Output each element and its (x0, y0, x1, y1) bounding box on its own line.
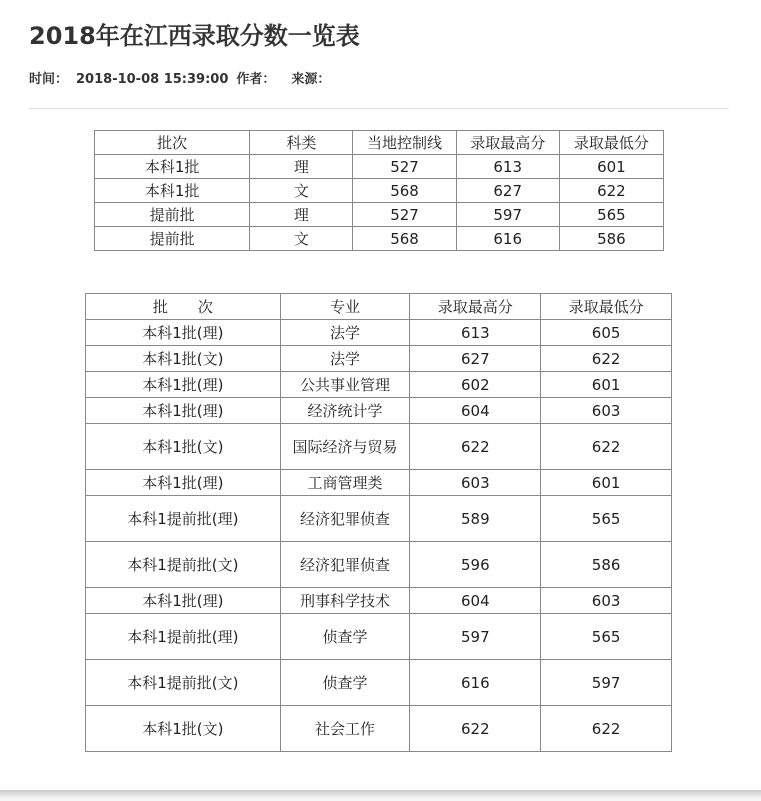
table-cell: 597 (541, 660, 672, 706)
table-cell: 本科1提前批(理) (86, 614, 281, 660)
table-cell: 601 (541, 470, 672, 496)
table-cell: 理 (250, 203, 353, 227)
table-header-row (95, 131, 664, 155)
table-cell: 经济犯罪侦查 (280, 542, 410, 588)
table-cell: 经济犯罪侦查 (280, 496, 410, 542)
time-value: 2018-10-08 15:39:00 (76, 72, 229, 87)
page-bottom-edge (0, 790, 761, 801)
table-cell: 568 (353, 179, 456, 203)
table-cell: 国际经济与贸易 (280, 424, 410, 470)
table-cell: 法学 (280, 346, 410, 372)
table-cell: 627 (410, 346, 541, 372)
table-cell: 586 (541, 542, 672, 588)
table-cell: 622 (559, 179, 663, 203)
table-cell: 文 (250, 179, 353, 203)
table-cell: 613 (456, 155, 559, 179)
table-header-row (86, 294, 672, 320)
table-cell: 586 (559, 227, 663, 251)
header-cell: 批次 (95, 131, 250, 155)
source-label: 来源： (291, 72, 331, 87)
table-cell: 本科1提前批(文) (86, 542, 281, 588)
table-cell: 622 (541, 424, 672, 470)
header-cell: 批 次 (86, 294, 281, 320)
header-cell: 录取最高分 (456, 131, 559, 155)
table-cell: 理 (250, 155, 353, 179)
table-cell: 604 (410, 398, 541, 424)
table-cell: 本科1批(文) (86, 424, 281, 470)
table-cell: 603 (541, 398, 672, 424)
table-row (86, 470, 672, 496)
table-cell: 公共事业管理 (280, 372, 410, 398)
table-row (95, 179, 664, 203)
table-cell: 622 (541, 706, 672, 752)
table-cell: 本科1批(理) (86, 398, 281, 424)
header-cell: 专业 (280, 294, 410, 320)
page-title: 2018年在江西录取分数一览表 (29, 22, 360, 50)
table-cell: 法学 (280, 320, 410, 346)
table-row (86, 496, 672, 542)
table-row (86, 614, 672, 660)
header-cell: 录取最低分 (559, 131, 663, 155)
table-cell: 601 (559, 155, 663, 179)
header-cell: 录取最高分 (410, 294, 541, 320)
table-cell: 本科1批(理) (86, 372, 281, 398)
table-cell: 本科1提前批(理) (86, 496, 281, 542)
table-cell: 622 (410, 706, 541, 752)
table-cell: 565 (559, 203, 663, 227)
divider (29, 108, 729, 109)
table-cell: 527 (353, 203, 456, 227)
table-cell: 601 (541, 372, 672, 398)
table-cell: 侦查学 (280, 614, 410, 660)
table-cell: 经济统计学 (280, 398, 410, 424)
table-cell: 本科1提前批(文) (86, 660, 281, 706)
table-cell: 本科1批(文) (86, 706, 281, 752)
table-cell: 提前批 (95, 227, 250, 251)
table-cell: 602 (410, 372, 541, 398)
author-label: 作者： (236, 72, 276, 87)
table-cell: 本科1批(理) (86, 320, 281, 346)
table-cell: 侦查学 (280, 660, 410, 706)
table-cell: 本科1批(理) (86, 470, 281, 496)
table-cell: 527 (353, 155, 456, 179)
table-row (86, 398, 672, 424)
header-cell: 科类 (250, 131, 353, 155)
table-row (86, 424, 672, 470)
table-cell: 本科1批 (95, 155, 250, 179)
table-cell: 本科1批(文) (86, 346, 281, 372)
table-cell: 596 (410, 542, 541, 588)
table-cell: 616 (410, 660, 541, 706)
table-cell: 文 (250, 227, 353, 251)
table-cell: 565 (541, 496, 672, 542)
table-cell: 627 (456, 179, 559, 203)
table-cell: 社会工作 (280, 706, 410, 752)
table-cell: 604 (410, 588, 541, 614)
table-row (86, 542, 672, 588)
time-label: 时间： (29, 72, 69, 87)
table-cell: 568 (353, 227, 456, 251)
table-row (95, 155, 664, 179)
table-cell: 565 (541, 614, 672, 660)
table-cell: 刑事科学技术 (280, 588, 410, 614)
table-cell: 提前批 (95, 203, 250, 227)
table-row (95, 203, 664, 227)
table-row (86, 372, 672, 398)
table-cell: 597 (410, 614, 541, 660)
table-row (95, 227, 664, 251)
table-cell: 613 (410, 320, 541, 346)
table-row (86, 320, 672, 346)
table-cell: 本科1批(理) (86, 588, 281, 614)
table-cell: 603 (541, 588, 672, 614)
table-cell: 616 (456, 227, 559, 251)
major-scores-table (85, 293, 672, 752)
table-cell: 597 (456, 203, 559, 227)
table-row (86, 706, 672, 752)
table-cell: 本科1批 (95, 179, 250, 203)
header-cell: 当地控制线 (353, 131, 456, 155)
table-cell: 工商管理类 (280, 470, 410, 496)
table-cell: 622 (410, 424, 541, 470)
table-cell: 603 (410, 470, 541, 496)
table-row (86, 660, 672, 706)
control-line-table (94, 130, 664, 251)
table-cell: 605 (541, 320, 672, 346)
table-cell: 622 (541, 346, 672, 372)
table-cell: 589 (410, 496, 541, 542)
header-cell: 录取最低分 (541, 294, 672, 320)
table-row (86, 346, 672, 372)
table-row (86, 588, 672, 614)
article-meta (29, 70, 346, 90)
